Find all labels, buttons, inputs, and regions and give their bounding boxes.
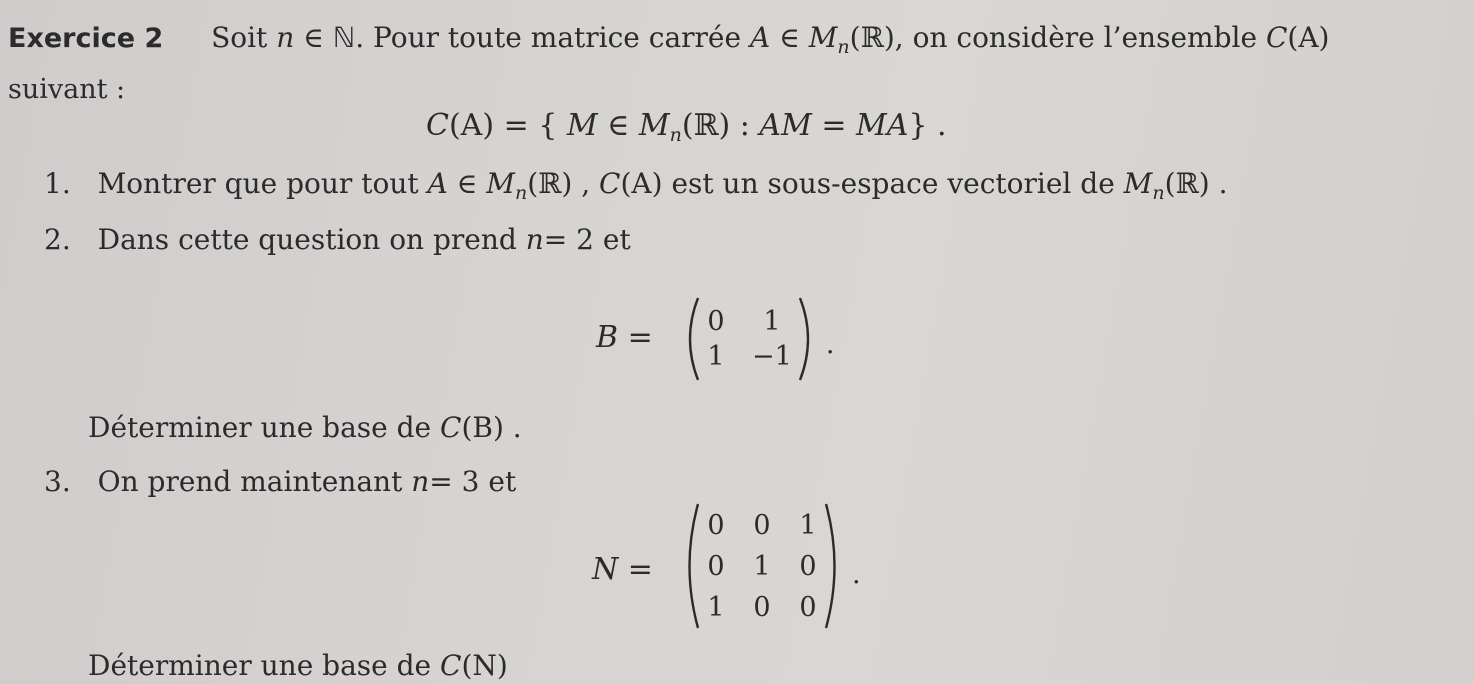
question-number: 1. xyxy=(44,167,71,200)
matrix-b-name: B = xyxy=(596,320,653,355)
right-parenthesis xyxy=(796,296,818,382)
matrix-cell: 1 xyxy=(763,306,781,337)
question-number: 2. xyxy=(44,223,71,256)
matrix-n: 0 0 1 0 1 0 1 0 0 . xyxy=(680,502,861,630)
exercise-intro-line: Exercice 2 Soit n ∈ ℕ. Pour toute matrice carrée A ∈ $M_n(ℝ)$, on considère l’ensemble C(A) xyxy=(8,21,1330,58)
matrix-cell: 0 xyxy=(707,306,725,337)
matrix-cell: 1 xyxy=(799,509,817,541)
question-3-task: Déterminer une base de C(N) xyxy=(88,649,508,682)
matrix-n-cells xyxy=(702,510,822,623)
matrix-b: 0 1 1 −1 . xyxy=(680,296,834,382)
question-3: 3. On prend maintenant n= 3 et xyxy=(44,465,517,498)
left-parenthesis xyxy=(680,296,702,382)
matrix-cell: 1 xyxy=(753,550,771,582)
exercise-intro-line-2: suivant : xyxy=(8,74,126,105)
left-parenthesis xyxy=(680,502,702,630)
question-number: 3. xyxy=(44,465,71,498)
matrix-cell: 0 xyxy=(753,509,771,541)
question-2: 2. Dans cette question on prend n= 2 et xyxy=(44,223,631,256)
matrix-cell: −1 xyxy=(752,341,792,372)
exercise-label: Exercice 2 xyxy=(8,23,164,54)
matrix-b-cells xyxy=(702,306,796,372)
definition-formula: C(A) = { M ∈ $M_n(ℝ)$ : AM = MA} . xyxy=(426,108,947,146)
matrix-cell: 0 xyxy=(799,550,817,582)
question-1: 1. Montrer que pour tout A ∈ $M_n(ℝ)$ , C(A) est un sous-espace vectoriel de $M_n(ℝ)$ . xyxy=(44,167,1228,204)
question-2-task: Déterminer une base de C(B) . xyxy=(88,411,522,444)
right-parenthesis xyxy=(822,502,844,630)
matrix-cell: 1 xyxy=(707,341,725,372)
matrix-cell: 0 xyxy=(753,591,771,623)
matrix-cell: 0 xyxy=(799,591,817,623)
matrix-cell: 1 xyxy=(707,591,725,623)
matrix-n-name: N = xyxy=(592,552,653,587)
matrix-cell: 0 xyxy=(707,550,725,582)
matrix-cell: 0 xyxy=(707,509,725,541)
